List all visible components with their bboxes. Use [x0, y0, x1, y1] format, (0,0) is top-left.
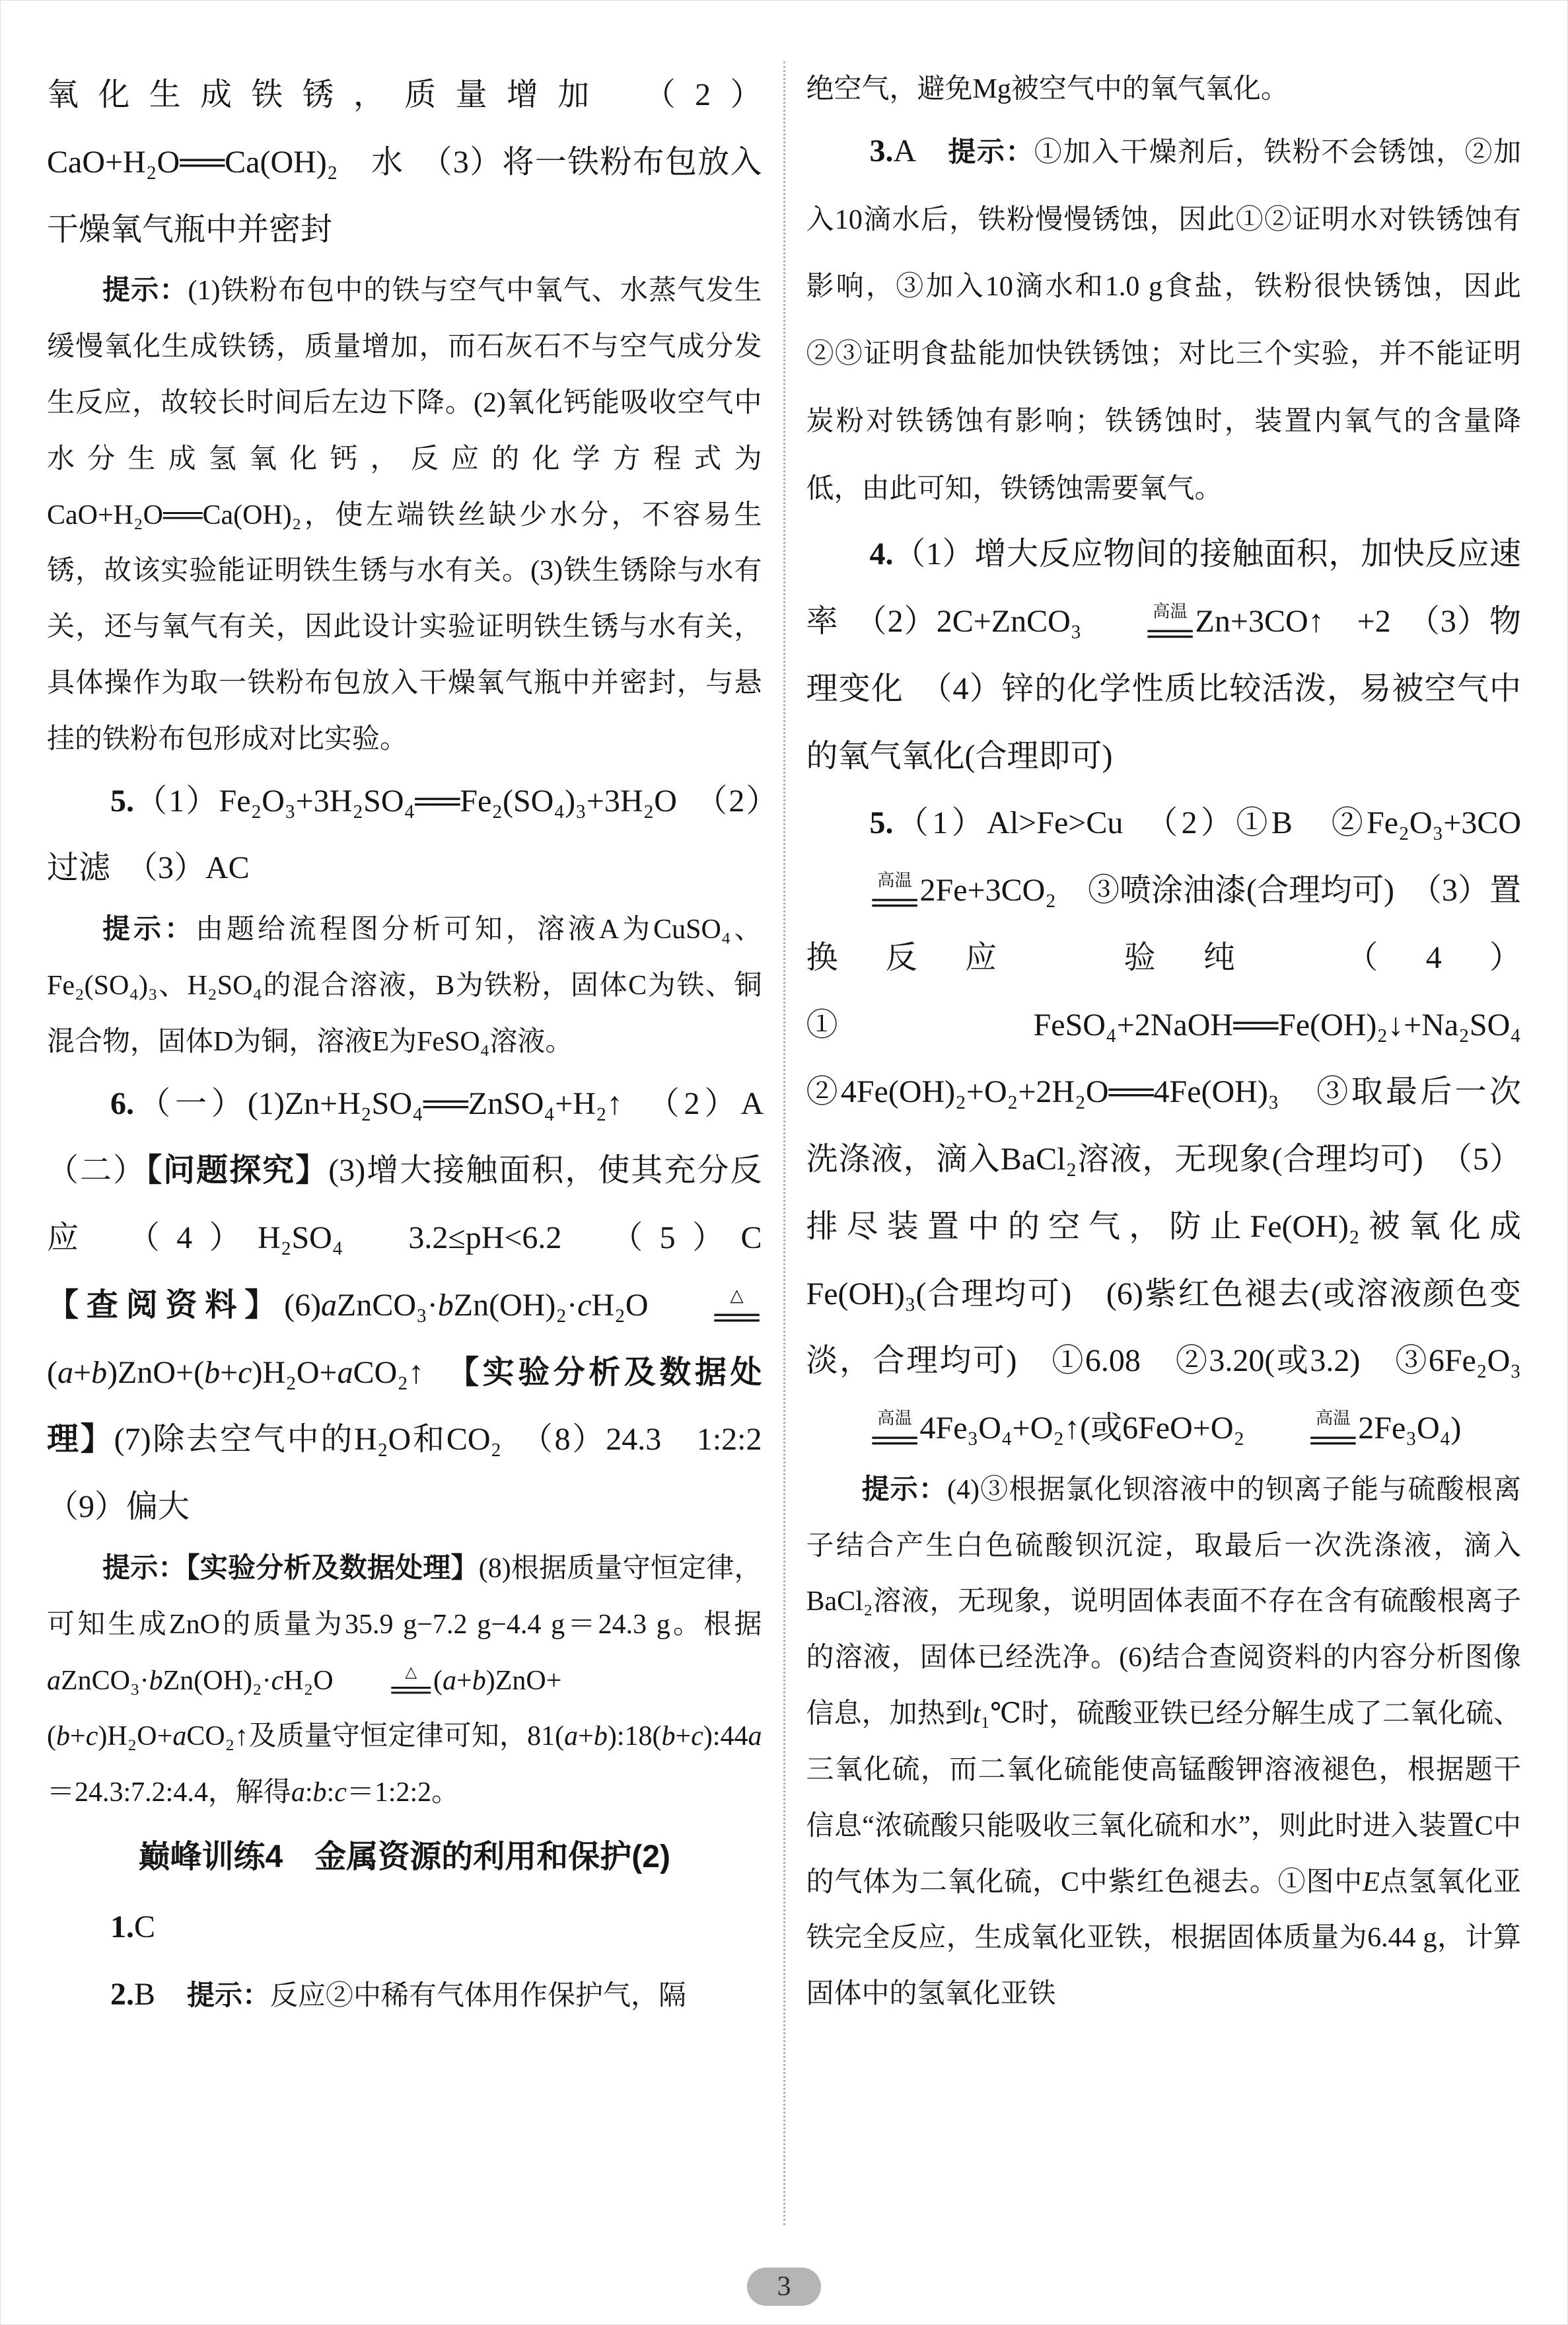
- hint-block: 绝空气，避免Mg被空气中的氧气氧化。: [806, 74, 1289, 104]
- answer-block: 5.（1）Fe₂O₃+3H₂SO₄══Fe₂(SO₄)₃+3H₂O （2）过滤 （3）AC: [47, 783, 762, 886]
- hint-block: 提示：由题给流程图分析可知，溶液A为CuSO₄、Fe₂(SO₄)₃、H₂SO₄的混合溶液，B为铁粉，固体C为铁、铜混合物，固体D为铜，溶液E为FeSO₄溶液。: [47, 914, 762, 1057]
- column-divider: [783, 61, 785, 2225]
- hint-block: 提示：(1)铁粉布包中的铁与空气中氧气、水蒸气发生缓慢氧化生成铁锈，质量增加，而石灰石不与空气成分发生反应，故较长时间后左边下降。(2)氧化钙能吸收空气中水分生成氢氧化钙，反应的化学方程式为CaO+H₂O══Ca(OH)₂，使左端铁丝缺少水分，不容易生锈，故该实验能证明铁生锈与水有关。(3)铁生锈除与水有关，还与氧气有关，因此设计实验证明铁生锈与水有关，具体操作为取一铁粉布包放入干燥氧气瓶中并密封，与悬挂的铁粉布包形成对比实验。: [47, 276, 762, 755]
- answer-block: 1.C: [110, 1909, 156, 1945]
- page-number: 3: [747, 2268, 821, 2306]
- page-footer: [1, 2268, 1567, 2306]
- answer-block: 4.（1）增大反应物间的接触面积，加快反应速率 （2）2C+ZnCO₃ 高温 ══ Zn+3CO↑ +2 （3）物理变化 （4）锌的化学性质比较活泼，易被空气中的氧气氧化(合理即可): [806, 536, 1521, 774]
- answer-block: 5.（1）Al>Fe>Cu （2）①B ②Fe₂O₃+3CO 高温 ══ 2Fe+3CO₂ ③喷涂油漆(合理均可) （3）置换反应 验纯 （4）①FeSO₄+2NaOH══Fe(OH)₂↓+Na₂SO₄ ②4Fe(OH)₂+O₂+2H₂O══4Fe(OH)₃ ③取最后一次洗涤液，滴入BaCl₂溶液，无现象(合理均可) （5）排尽装置中的空气，防止Fe(OH)₂被氧化成Fe(OH)₃(合理均可) (6)紫红色褪去(或溶液颜色变淡，合理均可) ①6.08 ②3.20(或3.2) ③6Fe₂O₃ 高温 ══ 4Fe₃O₄+O₂↑(或6FeO+O₂ 高温 ══ 2Fe₃O₄): [806, 805, 1553, 1458]
- answer-block: 6.（一）(1)Zn+H₂SO₄══ZnSO₄+H₂↑ （2）A （二）【问题探究】(3)增大接触面积，使其充分反应 （4）H₂SO₄ 3.2≤pH<6.2 （5）C 【查阅资料】(6)aZnCO₃·bZn(OH)₂·cH₂O △ ══ (a+b)ZnO+(b+c)H₂O+aCO₂↑ 【实验分析及数据处理】(7)除去空气中的H₂O和CO₂ （8）24.3 1:2:2 （9）偏大: [47, 1086, 794, 1525]
- section-heading: 巅峰训练4 金属资源的利用和保护(2): [138, 1839, 670, 1875]
- left-column: [47, 61, 794, 2225]
- hint-block: 提示：【实验分析及数据处理】(8)根据质量守恒定律，可知生成ZnO的质量为35.9 g−7.2 g−4.4 g＝24.3 g。根据aZnCO₃·bZn(OH)₂·cH₂O △ ══ (a+b)ZnO+(b+c)H₂O+aCO₂↑及质量守恒定律可知，81(a+b):18(b+c):44a＝24.3:7.2:4.4，解得a:b:c＝1:2:2。: [47, 1553, 762, 1808]
- answer-block: 2.B 提示：反应②中稀有气体用作保护气，隔: [110, 1977, 687, 2012]
- hint-block: 提示：(4)③根据氯化钡溶液中的钡离子能与硫酸根离子结合产生白色硫酸钡沉淀，取最后一次洗涤液，滴入BaCl₂溶液，无现象，说明固体表面不存在含有硫酸根离子的溶液，固体已经洗净。(6)结合查阅资料的内容分析图像信息，加热到t₁℃时，硫酸亚铁已经分解生成了二氧化硫、三氧化硫，而二氧化硫能使高锰酸钾溶液褪色，根据题干信息“浓硫酸只能吸收三氧化硫和水”，则此时进入装置C中的气体为二氧化硫，C中紫红色褪去。①图中E点氢氧化亚铁完全反应，生成氧化亚铁，根据固体质量为6.44 g，计算固体中的氢氧化亚铁: [806, 1474, 1521, 2010]
- answer-block: 3.A 提示：①加入干燥剂后，铁粉不会锈蚀，②加入10滴水后，铁粉慢慢锈蚀，因此①②证明水对铁锈蚀有影响，③加入10滴水和1.0 g食盐，铁粉很快锈蚀，因此②③证明食盐能加快铁锈蚀；对比三个实验，并不能证明炭粉对铁锈蚀有影响；铁锈蚀时，装置内氧气的含量降低，由此可知，铁锈蚀需要氧气。: [806, 133, 1521, 504]
- two-column-layout: [47, 61, 1553, 2225]
- right-column: [806, 61, 1553, 2225]
- answer-block: 氧化生成铁锈，质量增加 （2）CaO+H₂O══Ca(OH)₂ 水 （3）将一铁粉布包放入干燥氧气瓶中并密封: [47, 77, 762, 247]
